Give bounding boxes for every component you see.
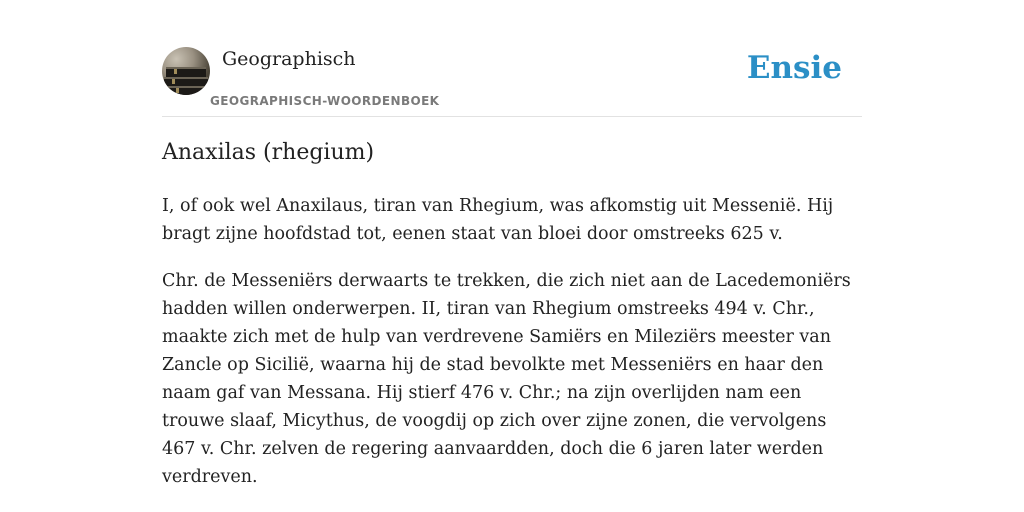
ensie-logo[interactable]: Ensie [746, 50, 842, 86]
header [162, 44, 862, 117]
book-title-link[interactable]: Geographisch [222, 48, 356, 70]
article-title: Anaxilas (rhegium) [162, 140, 375, 165]
article-paragraph-2: Chr. de Messeniërs derwaarts te trekken, die zich niet aan de Lacedemoniërs hadden willen onderwerpen. II, tiran van Rhegium omstreeks 494 v. Chr., maakte zich met de hulp van verdrevene Samiërs en Mileziërs meester van Zancle op Sicilië, waarna hij de stad bevolkte met Messeniërs en haar den naam gaf van Messana. Hij stierf 476 v. Chr.; na zijn overlijden nam een trouwe slaaf, Micythus, de voogdij op zich over zijne zonen, die vervolgens 467 v. Chr. zelven de regering aanvaardden, doch die 6 jaren later werden verdreven. [162, 271, 851, 487]
book-stack-avatar-icon[interactable] [162, 47, 210, 95]
article-paragraph-1: I, of ook wel Anaxilaus, tiran van Rhegium, was afkomstig uit Messenië. Hij bragt zijne hoofdstad tot, eenen staat van bloei door omstreeks 625 v. [162, 196, 834, 244]
collection-label[interactable]: GEOGRAPHISCH-WOORDENBOEK [210, 94, 440, 108]
